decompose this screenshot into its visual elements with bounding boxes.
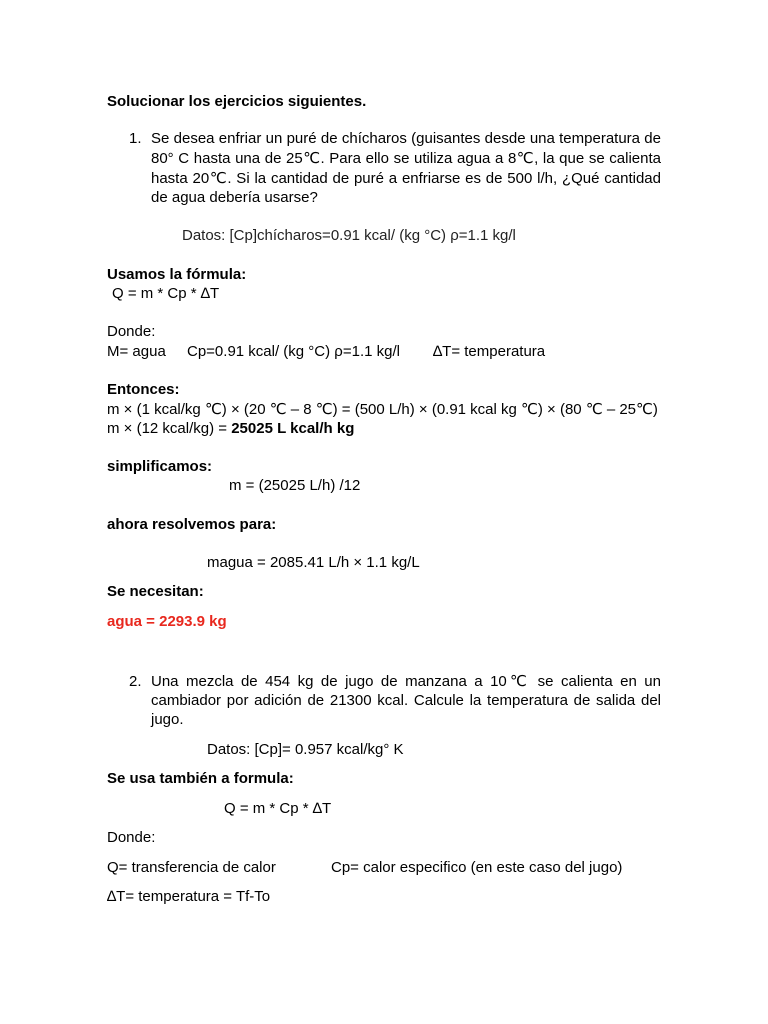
exercise-1-donde-dt: ∆T= temperatura [433, 343, 546, 360]
entonces-line-2-result: 25025 L kcal/h kg [231, 420, 355, 437]
exercise-2-datos: Datos: [Cp]= 0.957 kcal/kg° K [207, 741, 404, 758]
entonces-line-2-prefix: m × (12 kcal/kg) = [107, 420, 232, 437]
exercise-2-donde-dt: ∆T= temperatura = Tf-To [107, 888, 271, 905]
exercise-2-formula: Q = m * Cp * ∆T [224, 800, 332, 817]
exercise-1-text-line-1: Se desea enfriar un puré de chícharos (guisantes desde una temperatura de [151, 130, 661, 147]
exercise-2-text-line-1: Una mezcla de 454 kg de jugo de manzana a 10℃ se calienta en un [151, 673, 661, 690]
exercise-1-answer: agua = 2293.9 kg [107, 613, 227, 630]
exercise-1-text-line-4: de agua debería usarse? [151, 189, 318, 206]
exercise-1-simplificamos-eq: m = (25025 L/h) /12 [229, 477, 361, 494]
exercise-2-text-line-2: cambiador por adición de 21300 kcal. Calcule la temperatura de salida del [151, 692, 661, 709]
exercise-1-datos: Datos: [Cp]chícharos=0.91 kcal/ (kg °C) ρ=1.1 kg/l [182, 227, 516, 244]
exercise-2-formula-label: Se usa también a formula: [107, 770, 294, 787]
exercise-1-formula: Q = m * Cp * ∆T [112, 285, 220, 302]
exercise-1-resolvemos-label: ahora resolvemos para: [107, 516, 277, 533]
exercise-1-text-line-2: 80° C hasta una de 25℃. Para ello se utiliza agua a 8℃, la que se calienta [151, 150, 661, 167]
exercise-2-donde-q: Q= transferencia de calor [107, 859, 276, 876]
exercise-2-donde-label: Donde: [107, 829, 156, 846]
exercise-2-donde-cp: Cp= calor especifico (en este caso del jugo) [331, 859, 623, 876]
exercise-1-donde-m: M= agua [107, 343, 166, 360]
exercise-1-donde-cp: Cp=0.91 kcal/ (kg °C) ρ=1.1 kg/l [187, 343, 400, 360]
exercise-1-formula-label: Usamos la fórmula: [107, 266, 247, 283]
exercise-1-resolvemos-eq: magua = 2085.41 L/h × 1.1 kg/L [207, 554, 420, 571]
exercise-2-text-line-3: jugo. [151, 711, 184, 728]
exercise-1-entonces-line-1: m × (1 kcal/kg ℃) × (20 ℃ – 8 ℃) = (500 L/h) × (0.91 kcal kg ℃) × (80 ℃ – 25℃) [107, 401, 658, 418]
exercise-1-necesitan-label: Se necesitan: [107, 583, 204, 600]
exercise-2-number: 2. [129, 673, 142, 690]
exercise-1-entonces-line-2 [107, 421, 354, 436]
page-heading: Solucionar los ejercicios siguientes. [107, 93, 367, 110]
exercise-1-donde-label: Donde: [107, 323, 156, 340]
exercise-1-number: 1. [129, 130, 142, 147]
exercise-1-entonces-label: Entonces: [107, 381, 180, 398]
exercise-1-text-line-3: hasta 20℃. Si la cantidad de puré a enfriarse es de 500 l/h, ¿Qué cantidad [151, 170, 661, 187]
exercise-1-simplificamos-label: simplificamos: [107, 458, 213, 475]
